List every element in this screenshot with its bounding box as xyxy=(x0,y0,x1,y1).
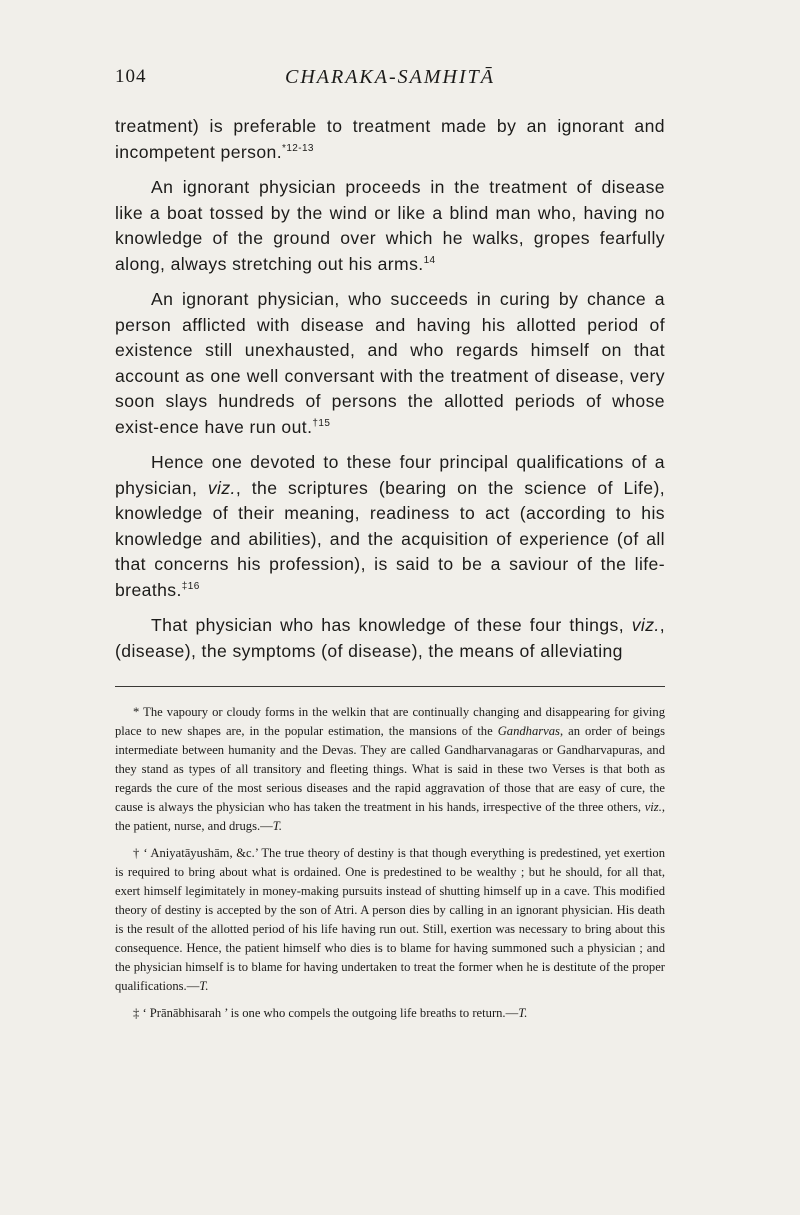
page-header xyxy=(115,66,665,100)
footnote-1: * The vapoury or cloudy forms in the welkin that are continually changing and disappearing for giving place to new shapes are, in the popular estimation, the mansions of the Gandharvas, an order of beings intermediate between humanity and the Devas. They are called Gandharvanagaras or Gandharvapuras, and they stand as types of all transitory and fleeting things. What is said in these two Verses is that both as regards the cure of the most serious diseases and the rapid aggravation of those that are easy of cure, the cause is always the physician who has taken the treatment in his hands, irrespective of the three others, viz., the patient, nurse, and drugs.—T. xyxy=(115,705,665,833)
paragraph-2: An ignorant physician proceeds in the treatment of disease like a boat tossed by the wind or like a blind man who, having no knowledge of the ground over which he walks, gropes fearfully along, always stretching out his arms.$^{14}$ xyxy=(115,177,665,274)
footnote-divider xyxy=(115,686,665,687)
footnote-3: ‡ ‘ Prānābhisarah ’ is one who compels the outgoing life breaths to return.—T. xyxy=(133,1006,528,1020)
page-number: 104 xyxy=(115,66,147,87)
paragraph-3: An ignorant physician, who succeeds in curing by chance a person afflicted with disease and having his allotted period of existence still unexhausted, and who regards himself on that account as one well conversant with the treatment of disease, very soon slays hundreds of persons the allotted periods of whose exist-ence have run out.$^{\dagger 15}$ xyxy=(115,289,665,437)
main-text xyxy=(115,114,665,664)
footnotes xyxy=(115,703,665,1023)
running-title: CHARAKA-SAMHITĀ xyxy=(285,66,495,88)
paragraph-4: Hence one devoted to these four principal qualifications of a physician, viz., the scriptures (bearing on the science of Life), knowledge of their meaning, readiness to act (according to his knowledge and abilities), and the acquisition of experience (of all that concerns his profession), is said to be a saviour of the life-breaths.$^{\ddagger 16}$ xyxy=(115,452,665,600)
footnote-2: † ‘ Aniyatāyushām, &c.’ The true theory of destiny is that though everything is predestined, yet exertion is required to bring about what is ordained. One is predestined to be wealthy ; but he should, for all that, exert himself legimitately in money-making pursuits instead of shutting himself up in a cave. This modified theory of destiny is accepted by the son of Atri. A person dies by calling in an ignorant physician. His death is the result of the allotted period of his life having run out. Still, exertion was necessary to bring about this consequence. Hence, the patient himself who dies is to blame for having summoned such a physician ; and the physician himself is to blame for having undertaken to treat the former when he is destitute of the proper qualifications.—T. xyxy=(115,846,665,993)
page xyxy=(115,66,665,1031)
paragraph-5: That physician who has knowledge of these four things, viz., (disease), the symptoms (of disease), the means of alleviating xyxy=(115,615,665,661)
paragraph-1: treatment) is preferable to treatment made by an ignorant and incompetent person.$^{*12-13}$ xyxy=(115,116,665,162)
